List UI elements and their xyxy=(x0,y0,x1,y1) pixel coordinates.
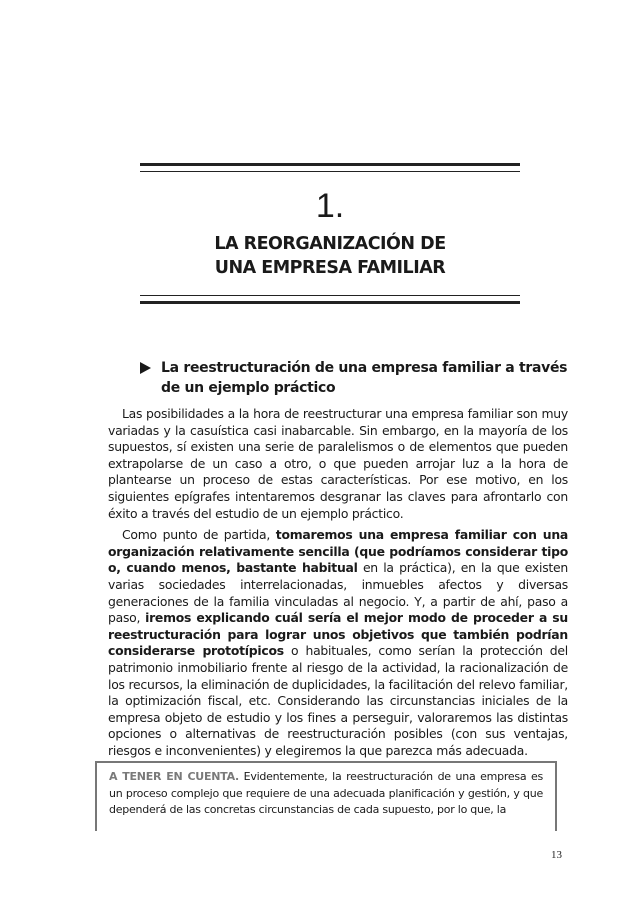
paragraph-1 xyxy=(108,406,568,522)
chapter-title-line-2: UNA EMPRESA FAMILIAR xyxy=(214,258,446,278)
paragraph-2-run-3: en la práctica), en la que existen varias sociedades interrelacionadas, inmuebles afectos y diversas generaciones de la familia vinculadas al negocio. Y, a partir de ahí, paso a paso, xyxy=(108,560,568,626)
chapter-title xyxy=(140,232,520,280)
body-text xyxy=(108,406,568,764)
page-number: 13 xyxy=(551,849,562,861)
chapter-header xyxy=(140,163,520,304)
note-label: A TENER EN CUENTA. xyxy=(109,770,239,783)
paragraph-1-run-1: Las posibilidades a la hora de reestructurar una empresa familiar son muy variadas y la casuística casi inabarcable. Sin embargo, en la mayoría de los supuestos, sí existen una serie de paralelismos o de elementos que pueden extrapolarse de un caso a otro, o que pueden arrojar luz a la hora de plantearse un proceso de estas características. Por ese motivo, en los siguientes epígrafes intentaremos desgranar las claves para afrontarlo con éxito a través del estudio de un ejemplo práctico. xyxy=(108,406,568,521)
section-heading xyxy=(140,358,580,398)
note-text: Evidentemente, la reestructuración de una empresa es un proceso complejo que requiere de una adecuada planificación y gestión, y que dependerá de las concretas circunstancias de cada supuesto, por lo que, la xyxy=(109,770,544,816)
triangle-bullet-icon xyxy=(140,362,151,374)
note-box xyxy=(95,761,557,831)
chapter-top-rule xyxy=(140,163,520,172)
paragraph-2-run-4-bold: iremos explicando cuál sería el mejor modo de proceder a su reestructuración para lograr unos objetivos que también podrían considerarse prototípicos xyxy=(108,610,569,659)
paragraph-2 xyxy=(108,527,568,759)
paragraph-2-run-1: Como punto de partida, xyxy=(122,527,276,543)
paragraph-2-run-5: o habituales, como serían la protección del patrimonio inmobiliario frente al riesgo de la actividad, la racionalización de los recursos, la eliminación de duplicidades, la facilitación del relevo familiar, la optimización fiscal, etc. Considerando las circunstancias iniciales de la empresa objeto de estudio y los fines a perseguir, valoraremos las distintas opciones o alternativas de reestructuración posibles (con sus ventajas, riesgos e inconvenientes) y elegiremos la que parezca más adecuada. xyxy=(108,643,568,758)
chapter-number: 1. xyxy=(315,187,345,225)
chapter-bottom-rule xyxy=(140,295,520,304)
paragraph-2-run-2-bold: tomaremos una empresa familiar con una organización relativamente sencilla (que podríamos considerar tipo o, cuando menos, bastante habitual xyxy=(108,527,568,576)
chapter-title-line-1: LA REORGANIZACIÓN DE xyxy=(214,234,446,254)
section-heading-text: La reestructuración de una empresa familiar a través de un ejemplo práctico xyxy=(161,360,568,396)
